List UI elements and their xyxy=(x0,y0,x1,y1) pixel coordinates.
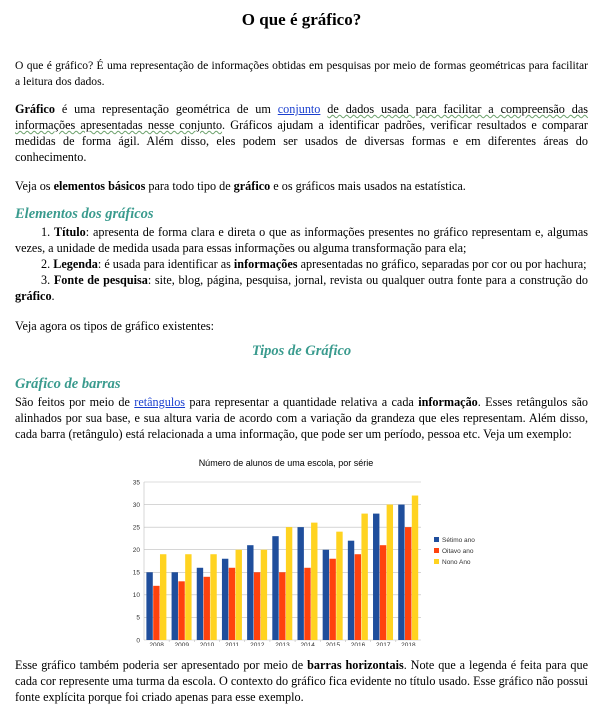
legend-label: Oitavo ano xyxy=(442,548,474,555)
bar xyxy=(229,568,235,640)
bar xyxy=(405,527,411,640)
definition-term: Gráfico xyxy=(15,102,55,116)
item-text-b: . xyxy=(51,289,55,303)
bar xyxy=(304,568,310,640)
x-tick-label: 2011 xyxy=(225,642,240,646)
x-tick-label: 2010 xyxy=(199,642,215,646)
retangulos-link[interactable]: retângulos xyxy=(134,395,186,409)
bar xyxy=(178,581,184,640)
closing-paragraph xyxy=(15,657,588,705)
bar xyxy=(254,572,260,640)
elements-list xyxy=(15,224,588,304)
bar xyxy=(387,505,393,640)
legend-swatch xyxy=(434,548,439,553)
elements-intro-e: e os gráficos mais usados na estatística. xyxy=(270,179,466,193)
bar xyxy=(236,550,242,640)
elements-intro-b: elementos básicos xyxy=(53,179,146,193)
y-tick-label: 35 xyxy=(132,479,140,487)
legend-swatch xyxy=(434,559,439,564)
y-tick-label: 30 xyxy=(132,501,140,509)
bar xyxy=(279,572,285,640)
chart-legend xyxy=(434,537,475,566)
intro-paragraph: O que é gráfico? É uma representação de informações obtidas em pesquisas por meio de formas geométricas para facilitar a leitura dos dados. xyxy=(15,59,588,88)
bars-text-a: São feitos por meio de xyxy=(15,395,135,409)
item-bold: informações xyxy=(233,257,298,271)
bar xyxy=(355,554,361,640)
bar xyxy=(172,572,178,640)
x-tick-label: 2015 xyxy=(325,642,341,646)
bar xyxy=(153,586,159,640)
item-number: 1. xyxy=(41,225,54,239)
x-tick-label: 2018 xyxy=(401,642,416,646)
conjunto-link[interactable]: conjunto xyxy=(277,102,321,116)
item-number: 3. xyxy=(41,273,54,287)
elements-intro-d: gráfico xyxy=(233,179,271,193)
y-tick-label: 20 xyxy=(132,547,140,555)
bar xyxy=(329,559,335,640)
elements-intro-a: Veja os xyxy=(15,179,54,193)
list-item xyxy=(15,272,588,304)
item-number: 2. xyxy=(41,257,54,271)
closing-text-a: Esse gráfico também poderia ser apresentado por meio de xyxy=(15,658,308,672)
item-name: Título xyxy=(53,225,86,239)
bars-text-c: . Esses retângulos são alinhados por sua base, e sua altura varia de acordo com a variação da grandeza que eles representam. Além disso, cada barra (retângulo) está relacionada a uma informação, que pode ser um período, pessoa etc. Veja um exemplo: xyxy=(15,395,588,441)
chart-title: Número de alunos de uma escola, por série xyxy=(198,458,374,468)
list-item xyxy=(15,224,588,256)
y-tick-label: 10 xyxy=(132,592,140,600)
bar xyxy=(261,550,267,640)
bar xyxy=(361,514,367,640)
definition-paragraph xyxy=(15,101,588,165)
types-intro-paragraph: Veja agora os tipos de gráfico existentes: xyxy=(15,319,214,333)
x-tick-label: 2014 xyxy=(300,642,315,646)
bar xyxy=(247,545,253,640)
y-tick-label: 0 xyxy=(136,637,140,645)
bar xyxy=(222,559,228,640)
item-bold: gráfico xyxy=(15,289,52,303)
bar xyxy=(160,554,166,640)
bar xyxy=(373,514,379,640)
item-text-a: : é usada para identificar as xyxy=(97,257,234,271)
legend-label: Nono Ano xyxy=(442,559,471,566)
bars-paragraph xyxy=(15,394,588,442)
bars-text-b: para representar a quantidade relativa a cada xyxy=(185,395,419,409)
bar xyxy=(185,554,191,640)
page-title: O que é gráfico? xyxy=(241,10,362,29)
x-tick-label: 2017 xyxy=(375,642,391,646)
item-name: Fonte de pesquisa xyxy=(53,273,148,287)
item-text-b: apresentadas no gráfico, separadas por cor ou por hachura; xyxy=(297,257,587,271)
bars-bold: informação xyxy=(418,395,478,409)
bar xyxy=(380,545,386,640)
bar xyxy=(146,572,152,640)
item-name: Legenda xyxy=(53,257,98,271)
legend-label: Sétimo ano xyxy=(442,537,475,544)
y-tick-label: 25 xyxy=(132,524,140,532)
bar-chart-svg xyxy=(116,456,490,646)
bar xyxy=(286,527,292,640)
definition-squiggle-text: de dados usada para facilitar a compreensão das informações apresentadas nesse conjunto xyxy=(15,102,589,132)
legend-swatch xyxy=(434,537,439,542)
elements-intro-paragraph xyxy=(15,178,588,194)
item-text-a: : site, blog, página, pesquisa, jornal, revista ou qualquer outra fonte para a construção do xyxy=(147,273,588,287)
closing-bold: barras horizontais xyxy=(307,658,404,672)
list-item xyxy=(15,256,588,272)
bar xyxy=(412,496,418,640)
bars-heading: Gráfico de barras xyxy=(15,376,121,392)
x-tick-label: 2009 xyxy=(174,642,190,646)
bar xyxy=(336,532,342,640)
definition-text-c: . Gráficos ajudam a identificar padrões, verificar resultados e comparar medidas de forma ágil. Além disso, eles podem ser usados de diversas formas e em diferentes áreas do conhecimento. xyxy=(15,118,588,164)
x-tick-label: 2016 xyxy=(350,642,366,646)
chart-bars xyxy=(146,496,418,640)
x-tick-label: 2013 xyxy=(275,642,290,646)
definition-text-a: é uma representação geométrica de um xyxy=(54,102,278,116)
bar xyxy=(197,568,203,640)
elements-intro-c: para todo tipo de xyxy=(145,179,234,193)
bar xyxy=(323,550,329,640)
bar xyxy=(204,577,210,640)
bar xyxy=(210,554,216,640)
item-text: : apresenta de forma clara e direta o que as informações presentes no gráfico representam e, algumas vezes, a unidade de medida usada para essas informações ou alguma transformação para ela; xyxy=(15,225,588,255)
bar xyxy=(297,527,303,640)
types-heading: Tipos de Gráfico xyxy=(251,343,352,359)
x-tick-label: 2008 xyxy=(149,642,164,646)
bar xyxy=(272,536,278,640)
bar xyxy=(348,541,354,640)
closing-text-b: . Note que a legenda é feita para que cada cor represente uma turma da escola. O contexto do gráfico fica evidente no título usado. Esse gráfico não possui fonte explícita porque foi criado apenas para esse exemplo. xyxy=(15,658,588,704)
y-tick-label: 15 xyxy=(132,569,140,577)
bar-chart xyxy=(116,456,490,646)
elements-heading: Elementos dos gráficos xyxy=(15,206,154,222)
bar xyxy=(398,505,404,640)
y-tick-label: 5 xyxy=(136,614,140,622)
x-tick-label: 2012 xyxy=(250,642,265,646)
bar xyxy=(311,523,317,640)
